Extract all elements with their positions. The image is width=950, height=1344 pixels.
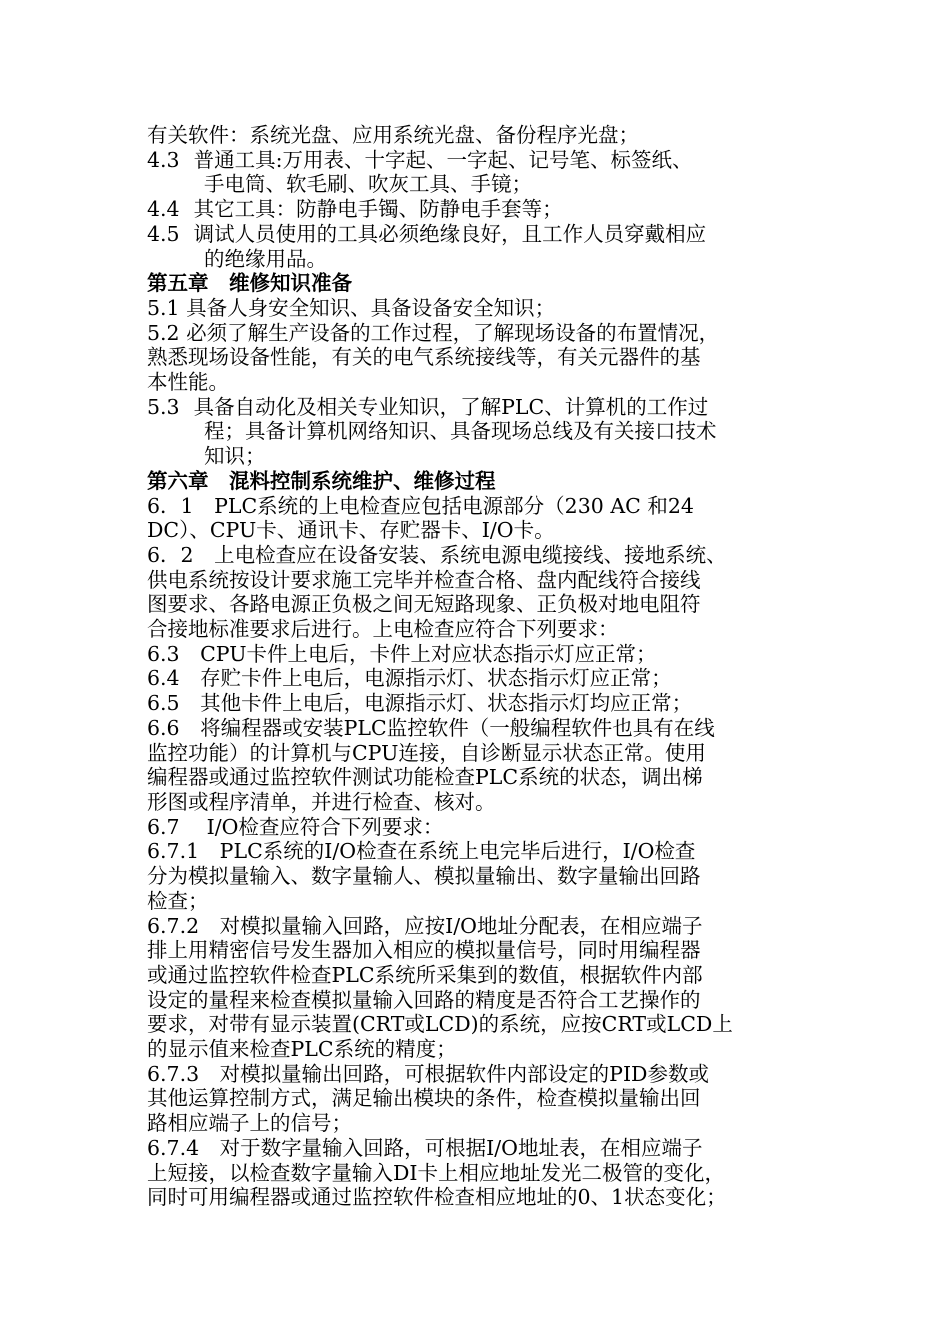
text-line: 分为模拟量输入、数字量输人、模拟量输出、数字量输出回路 (147, 864, 701, 889)
text-line: 的显示值来检查PLC系统的精度； (147, 1037, 457, 1062)
list-item (147, 148, 820, 173)
text-line: 6．2 上电检查应在设备安装、系统电源电缆接线、接地系统、 (147, 542, 727, 567)
text-line: 6．1 PLC系统的上电检查应包括电源部分（230 AC 和24 (147, 493, 694, 518)
text-line: 知识； (204, 444, 266, 469)
text-line: 上短接，以检查数字量输入DI卡上相应地址发光二极管的变化， (147, 1160, 726, 1185)
text-line: 6.6 将编程器或安装PLC监控软件（一般编程软件也具有在线 (147, 715, 715, 740)
text-line: 本性能。 (147, 370, 229, 395)
text-line: 6.7 I/O检查应符合下列要求： (147, 814, 444, 839)
item-number: 5.3 (147, 394, 180, 419)
text-line: 6.5 其他卡件上电后，电源指示灯、状态指示灯均应正常； (147, 691, 693, 716)
list-item (147, 222, 820, 247)
text-line: 5.2 必须了解生产设备的工作过程，了解现场设备的布置情况， (147, 320, 720, 345)
text-line: 监控功能）的计算机与CPU连接，自诊断显示状态正常。使用 (147, 740, 706, 765)
text-line: 其他运算控制方式，满足输出模块的条件，检查模拟量输出回 (147, 1086, 701, 1111)
text-line: 6.4 存贮卡件上电后，电源指示灯、状态指示灯应正常； (147, 666, 672, 691)
text-line: 6.7.2 对模拟量输入回路，应按I/O地址分配表，在相应端子 (147, 913, 703, 938)
text-line: DC）、CPU卡、通讯卡、存贮器卡、I/O卡。 (147, 518, 555, 543)
text-line: 图要求、各路电源正负极之间无短路现象、正负极对地电阻符 (147, 592, 701, 617)
text-line: 6.7.1 PLC系统的I/O检查在系统上电完毕后进行，I/O检查 (147, 839, 696, 864)
text-line: 5.1 具备人身安全知识、具备设备安全知识； (147, 295, 556, 320)
item-text: 具备自动化及相关专业知识，了解PLC、计算机的工作过 (193, 394, 709, 419)
text-line: 的绝缘用品。 (204, 246, 327, 271)
text-line: 6.7.4 对于数字量输入回路，可根据I/O地址表，在相应端子 (147, 1135, 703, 1160)
text-line: 排上用精密信号发生器加入相应的模拟量信号，同时用编程器 (147, 938, 701, 963)
item-number: 4.3 (147, 147, 180, 172)
list-item (147, 395, 820, 420)
text-line: 有关软件：系统光盘、应用系统光盘、备份程序光盘； (147, 123, 639, 147)
document-body (147, 123, 820, 1210)
text-line: 要求，对带有显示装置(CRT或LCD)的系统，应按CRT或LCD上 (147, 1012, 733, 1037)
text-line: 合接地标准要求后进行。上电检查应符合下列要求： (147, 617, 619, 642)
text-line: 6.7.3 对模拟量输出回路，可根据软件内部设定的PID参数或 (147, 1061, 709, 1086)
text-line: 手电筒、软毛刷、吹灰工具、手镜； (204, 172, 532, 197)
text-line: 程；具备计算机网络知识、具备现场总线及有关接口技术 (204, 419, 717, 444)
chapter-heading: 第六章 混料控制系统维护、维修过程 (147, 468, 496, 493)
text-line: 编程器或通过监控软件测试功能检查PLC系统的状态，调出梯 (147, 765, 703, 790)
text-line: 熟悉现场设备性能，有关的电气系统接线等，有关元器件的基 (147, 345, 701, 370)
text-line: 6.3 CPU卡件上电后，卡件上对应状态指示灯应正常； (147, 641, 657, 666)
item-text: 调试人员使用的工具必须绝缘良好，且工作人员穿戴相应 (193, 221, 707, 246)
text-line: 设定的量程来检查模拟量输入回路的精度是否符合工艺操作的 (147, 987, 701, 1012)
item-text: 其它工具：防静电手镯、防静电手套等； (193, 197, 563, 222)
text-line: 供电系统按设计要求施工完毕并检查合格、盘内配线符合接线 (147, 567, 701, 592)
item-number: 4.4 (147, 197, 180, 222)
list-item (147, 197, 820, 222)
text-line: 或通过监控软件检查PLC系统所采集到的数值，根据软件内部 (147, 962, 703, 987)
chapter-heading: 第五章 维修知识准备 (147, 271, 352, 296)
item-number: 4.5 (147, 221, 180, 246)
text-line: 检查； (147, 888, 209, 913)
text-line: 同时可用编程器或通过监控软件检查相应地址的0、1状态变化； (147, 1185, 727, 1210)
text-line: 路相应端子上的信号； (147, 1111, 352, 1136)
item-text: 普通工具:万用表、十字起、一字起、记号笔、标签纸、 (193, 147, 693, 172)
text-line: 形图或程序清单，并进行检查、核对。 (147, 789, 496, 814)
